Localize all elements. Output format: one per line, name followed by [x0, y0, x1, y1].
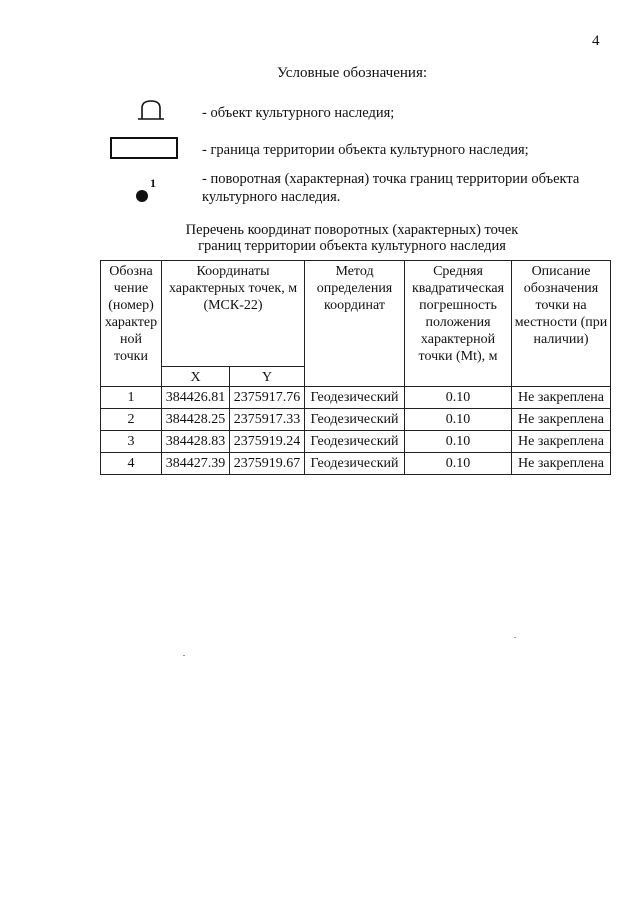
cell-description: Не закреплена — [512, 431, 611, 453]
cell-x: 384426.81 — [162, 387, 230, 409]
cell-description: Не закреплена — [512, 409, 611, 431]
table-row — [101, 453, 611, 475]
cell-point-number: 4 — [101, 453, 162, 475]
heritage-object-icon — [138, 100, 164, 120]
table-row — [101, 431, 611, 453]
page-number: 4 — [592, 33, 600, 49]
table-title-line-1: Перечень координат поворотных (характерных) точек — [185, 222, 519, 238]
scan-speck — [183, 655, 185, 656]
turning-point-icon — [133, 175, 161, 205]
cell-point-number: 1 — [101, 387, 162, 409]
legend-item-heritage-object: - объект культурного наследия; — [202, 105, 395, 121]
cell-error: 0.10 — [405, 431, 512, 453]
cell-method: Геодезический — [305, 409, 405, 431]
cell-y: 2375919.24 — [230, 431, 305, 453]
coordinates-table — [100, 260, 611, 475]
table-row — [101, 387, 611, 409]
header-coordinates: Координаты характерных точек, м (МСК-22) — [162, 261, 305, 367]
header-error: Средняя квадратическая погрешность положения характерной точки (Mt), м — [405, 261, 512, 387]
table-row — [101, 409, 611, 431]
table-title — [0, 222, 640, 254]
legend-item-territory-boundary: - граница территории объекта культурного наследия; — [202, 142, 529, 158]
cell-description: Не закреплена — [512, 453, 611, 475]
cell-method: Геодезический — [305, 431, 405, 453]
cell-error: 0.10 — [405, 409, 512, 431]
cell-point-number: 3 — [101, 431, 162, 453]
header-y: Y — [230, 367, 305, 387]
cell-method: Геодезический — [305, 387, 405, 409]
cell-point-number: 2 — [101, 409, 162, 431]
turning-point-label: 1 — [150, 176, 156, 190]
table-title-line-2: границ территории объекта культурного наследия — [198, 238, 506, 254]
territory-boundary-icon — [110, 137, 178, 159]
legend-item-turning-point: - поворотная (характерная) точка границ территории объекта культурного наследия. — [202, 171, 580, 205]
cell-x: 384428.83 — [162, 431, 230, 453]
cell-method: Геодезический — [305, 453, 405, 475]
scan-speck — [514, 637, 516, 638]
cell-y: 2375917.33 — [230, 409, 305, 431]
cell-error: 0.10 — [405, 453, 512, 475]
header-designation: Обозна чение (номер) характер ной точки — [101, 261, 162, 387]
cell-y: 2375919.67 — [230, 453, 305, 475]
header-method: Метод определения координат — [305, 261, 405, 387]
cell-error: 0.10 — [405, 387, 512, 409]
cell-description: Не закреплена — [512, 387, 611, 409]
header-x: X — [162, 367, 230, 387]
cell-x: 384428.25 — [162, 409, 230, 431]
cell-x: 384427.39 — [162, 453, 230, 475]
cell-y: 2375917.76 — [230, 387, 305, 409]
header-description: Описание обозначения точки на местности (при наличии) — [512, 261, 611, 387]
legend-title: Условные обозначения: — [276, 65, 428, 81]
